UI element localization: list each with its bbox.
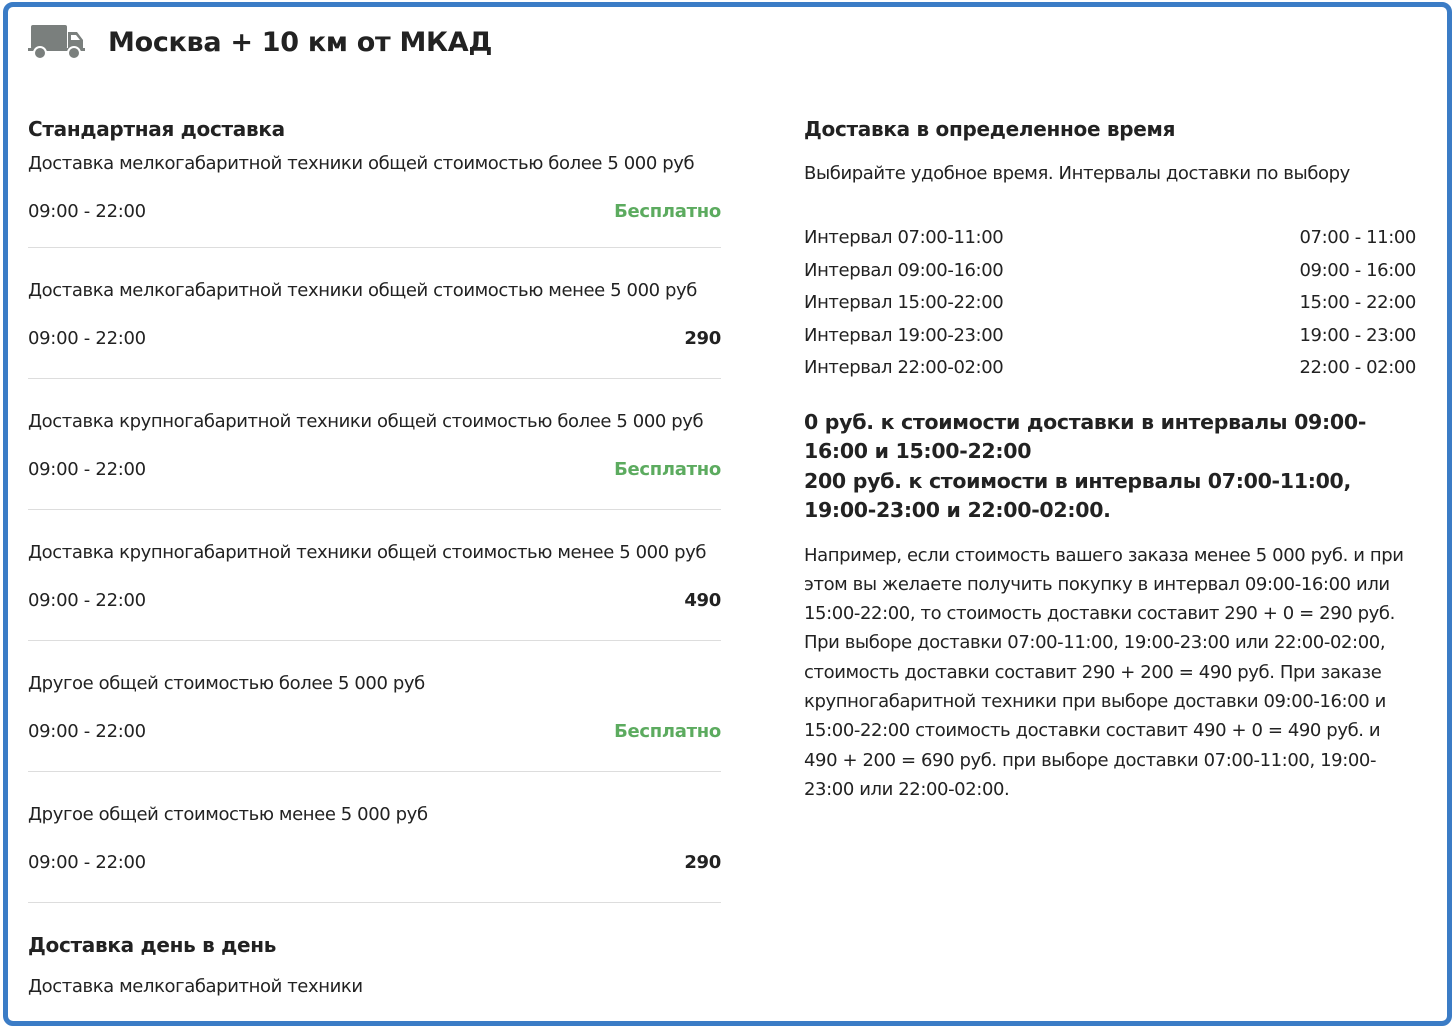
header: [28, 21, 492, 63]
option-time: 09:00 - 22:00: [28, 459, 146, 480]
standard-delivery-heading: Стандартная доставка: [28, 117, 285, 141]
interval-time: 15:00 - 22:00: [1299, 292, 1416, 313]
option-time: 09:00 - 22:00: [28, 590, 146, 611]
standard-delivery-section: [28, 115, 721, 999]
timed-intro: Выбирайте удобное время. Интервалы доставки по выбору: [804, 163, 1350, 184]
option-desc: Доставка мелкогабаритной техники общей стоимостью менее 5 000 руб: [28, 280, 697, 301]
option-desc: Доставка крупногабаритной техники общей стоимостью менее 5 000 руб: [28, 542, 707, 563]
delivery-panel: [3, 2, 1452, 1026]
interval-row: [804, 352, 1416, 385]
option-price: 290: [684, 328, 721, 349]
option-price: Бесплатно: [614, 201, 721, 222]
option-price: Бесплатно: [614, 459, 721, 480]
same-day-desc: Доставка мелкогабаритной техники: [28, 976, 363, 997]
delivery-option-row: [28, 772, 721, 903]
interval-row: [804, 320, 1416, 353]
interval-row: [804, 222, 1416, 255]
truck-icon: [28, 21, 86, 63]
delivery-option-row: [28, 641, 721, 772]
delivery-option-row: [28, 248, 721, 379]
option-time: 09:00 - 22:00: [28, 328, 146, 349]
interval-time: 09:00 - 16:00: [1299, 259, 1416, 281]
option-desc: Другое общей стоимостью более 5 000 руб: [28, 673, 425, 694]
option-price: Бесплатно: [614, 721, 721, 742]
option-desc: Другое общей стоимостью менее 5 000 руб: [28, 804, 428, 825]
delivery-option-row: [28, 510, 721, 641]
option-price: 290: [684, 852, 721, 873]
option-time: 09:00 - 22:00: [28, 721, 146, 742]
interval-row: [804, 287, 1416, 320]
interval-label: Интервал 07:00-11:00: [804, 227, 1004, 248]
same-day-heading: Доставка день в день: [28, 933, 277, 957]
page-title: Москва + 10 км от МКАД: [108, 26, 493, 58]
timed-delivery-section: [804, 115, 1416, 804]
interval-label: Интервал 09:00-16:00: [804, 259, 1004, 281]
same-day-section: [28, 931, 721, 999]
option-desc: Доставка мелкогабаритной техники общей стоимостью более 5 000 руб: [28, 153, 695, 174]
interval-list: [804, 222, 1416, 385]
interval-label: Интервал 22:00-02:00: [804, 357, 1004, 378]
option-desc: Доставка крупногабаритной техники общей стоимостью более 5 000 руб: [28, 411, 704, 432]
interval-time: 07:00 - 11:00: [1299, 227, 1416, 248]
interval-time: 19:00 - 23:00: [1299, 324, 1416, 346]
surcharge-note: [804, 408, 1416, 526]
option-time: 09:00 - 22:00: [28, 852, 146, 873]
example-text: Например, если стоимость вашего заказа менее 5 000 руб. и при этом вы желаете получить покупку в интервал 09:00-16:00 или 15:00-22:00, то стоимость доставки составит 290 + 0 = 290 руб. При выборе доставки 07:00-11:00, 19:00-23:00 или 22:00-02:00, стоимость доставки составит 290 + 200 = 490 руб. При заказе крупногабаритной техники при выборе доставки 09:00-16:00 и 15:00-22:00 стоимость доставки составит 490 + 0 = 490 руб. и 490 + 200 = 690 руб. при выборе доставки 07:00-11:00, 19:00-23:00 или 22:00-02:00.: [804, 544, 1404, 800]
delivery-option-row: [28, 379, 721, 510]
option-price: 490: [684, 590, 721, 611]
interval-time: 22:00 - 02:00: [1299, 357, 1416, 378]
surcharge-note-free: 0 руб. к стоимости доставки в интервалы 09:00-16:00 и 15:00-22:00: [804, 409, 1367, 463]
interval-row: [804, 255, 1416, 288]
surcharge-note-paid: 200 руб. к стоимости в интервалы 07:00-11:00, 19:00-23:00 и 22:00-02:00.: [804, 468, 1352, 522]
option-time: 09:00 - 22:00: [28, 201, 146, 222]
timed-delivery-heading: Доставка в определенное время: [804, 117, 1176, 141]
interval-label: Интервал 15:00-22:00: [804, 292, 1004, 313]
interval-label: Интервал 19:00-23:00: [804, 324, 1004, 346]
